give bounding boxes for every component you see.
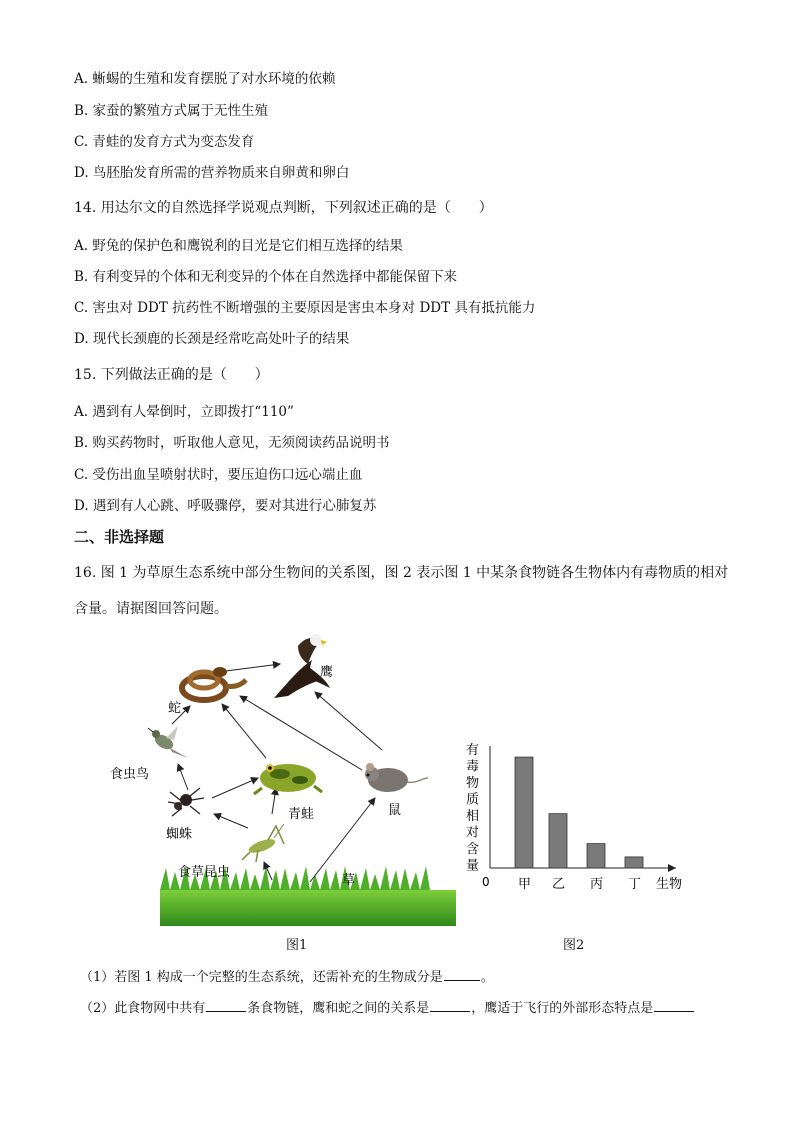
bar-2: [549, 814, 567, 868]
q15-stem: 15. 下列做法正确的是（ ）: [74, 367, 269, 383]
q14-option-b: B. 有利变异的个体和无利变异的个体在自然选择中都能保留下来: [74, 269, 458, 285]
mouse-icon: [365, 763, 428, 792]
q13-option-a: A. 蜥蜴的生殖和发育摆脱了对水环境的依赖: [74, 71, 336, 87]
arrow-mouse-to-eagle: [315, 692, 382, 750]
q15-option-a: A. 遇到有人晕倒时，立即拨打“110”: [74, 404, 294, 420]
y-axis-label-char: 毒: [466, 759, 480, 775]
spider-label: 蜘蛛: [166, 827, 193, 842]
snake-label: 蛇: [168, 701, 182, 716]
bar-1: [515, 757, 533, 868]
y-axis-label-char: 对: [466, 825, 480, 841]
spider-icon: [168, 788, 204, 816]
q13-option-c: C. 青蛙的发育方式为变态发育: [74, 134, 255, 150]
y-axis-label-char: 物: [466, 776, 480, 791]
q15-option-d: D. 遇到有人心跳、呼吸骤停，要对其进行心肺复苏: [74, 498, 377, 514]
snake-icon: [182, 667, 246, 700]
bird-label: 食虫鸟: [110, 767, 150, 782]
q13-option-b: B. 家蚕的繁殖方式属于无性生殖: [74, 103, 269, 119]
frog-icon: [254, 764, 322, 794]
grass-label: 草: [342, 873, 356, 888]
frog-label: 青蛙: [288, 807, 315, 822]
arrow-frog-to-snake: [222, 704, 266, 758]
q13-option-d: D. 鸟胚胎发育所需的营养物质来自卵黄和卵白: [74, 165, 350, 181]
q16-sub2-text3: ，鹰适于飞行的外部形态特点是: [471, 1001, 654, 1016]
q15-option-c: C. 受伤出血呈喷射状时，要压迫伤口远心端止血: [74, 467, 363, 483]
arrow-snake-to-eagle: [218, 664, 280, 672]
mouse-label: 鼠: [388, 803, 402, 818]
arrow-mouse-to-snake: [240, 696, 362, 770]
q16-stem-line2: 含量。请据图回答问题。: [74, 601, 228, 617]
q14-option-d: D. 现代长颈鹿的长颈是经常吃高处叶子的结果: [74, 331, 350, 347]
q15-option-b: B. 购买药物时，听取他人意见，无须阅读药品说明书: [74, 435, 390, 451]
q16-sub2-blank3[interactable]: [654, 999, 694, 1012]
q16-sub2: [80, 997, 695, 1016]
bar-4: [625, 857, 643, 868]
x-axis-label: 生物: [656, 877, 683, 892]
q16-sub2-blank2[interactable]: [430, 999, 470, 1012]
arrow-spider-to-frog: [212, 778, 258, 798]
toxin-bar-chart: [462, 740, 694, 900]
q16-stem-line1: 16. 图 1 为草原生态系统中部分生物间的关系图，图 2 表示图 1 中某条食物链各生物体内有毒物质的相对: [74, 565, 729, 581]
y-axis-label-char: 量: [466, 858, 480, 874]
q16-sub2-text2: 条食物链，鹰和蛇之间的关系是: [247, 1001, 430, 1016]
q14-option-c: C. 害虫对 DDT 抗药性不断增强的主要原因是害虫本身对 DDT 具有抵抗能力: [74, 300, 536, 316]
x-axis-arrow: [668, 864, 676, 872]
x-tick-label: 甲: [518, 877, 532, 892]
arrow-grass-to-mouse: [310, 798, 375, 882]
q14-option-a: A. 野兔的保护色和鹰锐利的目光是它们相互选择的结果: [74, 238, 403, 254]
food-web-figure: [110, 628, 460, 928]
y-axis-label-char: 质: [466, 792, 480, 808]
origin-label: 0: [482, 875, 490, 889]
section-title: 二、非选择题: [74, 528, 165, 546]
q16-sub1-text: （1）若图 1 构成一个完整的生态系统，还需补充的生物成分是: [80, 970, 443, 985]
x-tick-label: 乙: [552, 877, 566, 892]
bird-icon: [148, 726, 188, 758]
arrow-spider-to-bird: [178, 764, 188, 790]
q16-sub1: [80, 966, 494, 985]
q16-sub2-blank1[interactable]: [206, 999, 246, 1012]
figure1-caption-text: 图1: [286, 938, 308, 953]
y-axis-label-char: 有: [466, 743, 480, 758]
q16-sub2-text1: （2）此食物网中共有: [80, 1001, 206, 1016]
x-tick-label: 丁: [628, 877, 642, 892]
y-axis-label-char: 相: [466, 809, 480, 824]
arrow-insect-to-frog: [272, 788, 276, 814]
figure2-caption: 图2: [563, 938, 585, 953]
q16-sub1-end: 。: [480, 970, 494, 985]
insect-label: 食草昆虫: [178, 865, 231, 880]
bar-3: [587, 844, 605, 868]
q16-sub1-blank[interactable]: [444, 968, 480, 981]
q14-stem: 14. 用达尔文的自然选择学说观点判断，下列叙述正确的是（ ）: [74, 200, 493, 216]
y-axis-label-char: 含: [466, 842, 480, 857]
insect-icon: [242, 824, 284, 862]
x-tick-label: 丙: [590, 877, 604, 892]
arrow-insect-to-spider: [214, 814, 248, 828]
eagle-label: 鹰: [320, 665, 334, 680]
